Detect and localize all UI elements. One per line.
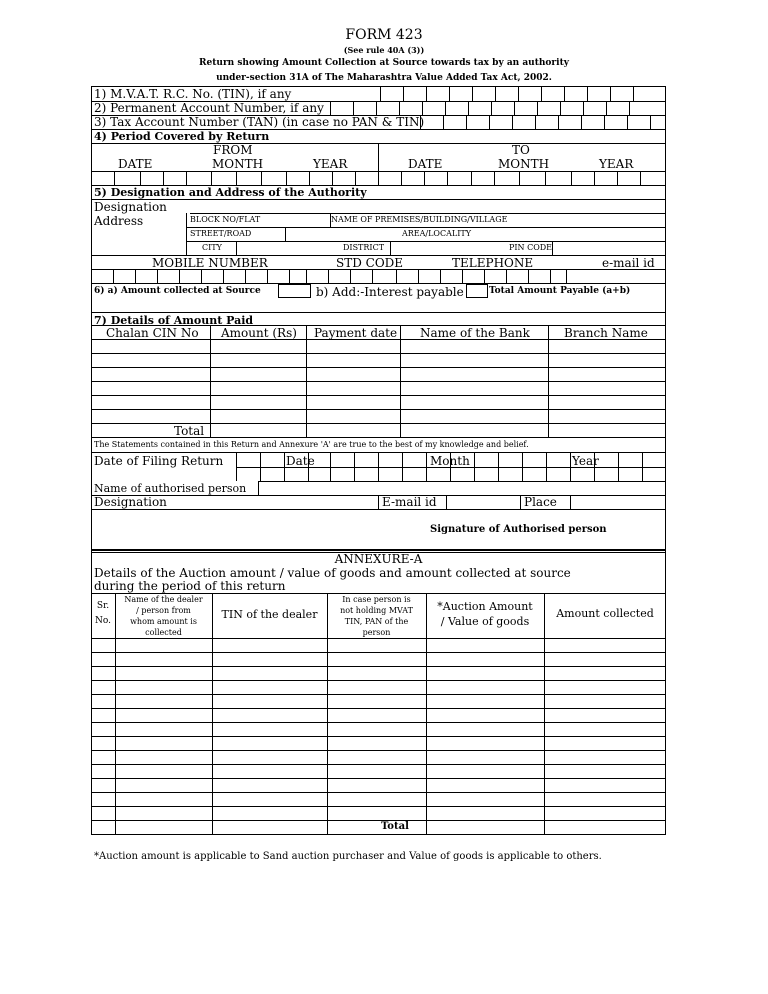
digit-cell-divider	[519, 171, 520, 185]
digit-cell-divider	[484, 269, 485, 283]
digit-cell-divider	[633, 86, 634, 101]
block-input[interactable]	[268, 213, 330, 227]
annexure-row-line	[91, 680, 666, 681]
col-sr-line2: No.	[95, 616, 111, 626]
digit-cell-divider	[380, 86, 381, 101]
col-pan-line4: person	[362, 628, 391, 637]
period-to-month-input[interactable]	[471, 171, 571, 185]
col-sr-line1: Sr.	[96, 601, 110, 611]
interest-payable-input[interactable]	[466, 284, 488, 298]
digit-cell-divider	[472, 86, 473, 101]
area-label: AREA/LOCALITY	[402, 229, 471, 238]
digit-cell-divider	[424, 171, 425, 185]
annexure-col-line	[327, 593, 328, 835]
annexure-row-line	[91, 666, 666, 667]
auth-email-input[interactable]	[446, 495, 520, 509]
digit-cell-divider	[462, 269, 463, 283]
col-dealer-line4: collected	[145, 628, 182, 637]
digit-cell-divider	[372, 269, 373, 283]
col-payment-date: Payment date	[314, 326, 398, 340]
annexure-row-line	[91, 722, 666, 723]
col-auction-line1: *Auction Amount	[437, 600, 533, 613]
col-dealer-line2: / person from	[136, 606, 191, 615]
digit-cell-divider	[245, 269, 246, 283]
digit-cell-divider	[545, 171, 546, 185]
annexure-row-line	[91, 694, 666, 695]
digit-cell-divider	[267, 269, 268, 283]
digit-cell-divider	[560, 101, 561, 115]
auth-designation-label: Designation	[94, 495, 167, 509]
digit-cell-divider	[309, 171, 310, 185]
paid-total-label: Total	[174, 424, 205, 438]
annexure-row-line	[91, 764, 666, 765]
premises-label: NAME OF PREMISES/BUILDING/VILLAGE	[331, 215, 508, 224]
mobile-label: MOBILE NUMBER	[152, 256, 268, 270]
col-tin-dealer: TIN of the dealer	[221, 608, 318, 621]
digit-cell-divider	[179, 269, 180, 283]
digit-cell-divider	[489, 115, 490, 129]
period-title: 4) Period Covered by Return	[94, 130, 270, 143]
pincode-label: PIN CODE	[509, 243, 553, 252]
auth-designation-input[interactable]	[186, 495, 378, 509]
digit-cell-divider	[163, 171, 164, 185]
annexure-row-line	[91, 820, 666, 821]
annexure-row-line	[91, 708, 666, 709]
address-label: Address	[94, 214, 144, 228]
paid-row-line	[91, 395, 666, 396]
digit-cell-divider	[466, 115, 467, 129]
paid-col-line	[306, 325, 307, 437]
mvat-tin-input[interactable]	[380, 86, 666, 101]
digit-cell-divider	[157, 269, 158, 283]
digit-cell-divider	[135, 269, 136, 283]
paid-row-line	[91, 339, 666, 340]
city-label: CITY	[202, 243, 222, 252]
annexure-col-line	[115, 593, 116, 835]
digit-cell-divider	[587, 86, 588, 101]
annexure-row-line	[91, 736, 666, 737]
col-chalan-cin: Chalan CIN No	[106, 326, 199, 340]
annexure-title: ANNEXURE-A	[334, 552, 423, 566]
digit-cell-divider	[583, 101, 584, 115]
digit-cell-divider	[617, 171, 618, 185]
digit-cell-divider	[140, 171, 141, 185]
digit-cell-divider	[401, 171, 402, 185]
block-label: BLOCK NO/FLAT	[190, 215, 261, 224]
digit-cell-divider	[426, 86, 427, 101]
digit-cell-divider	[426, 453, 427, 481]
digit-cell-divider	[376, 101, 377, 115]
tan-input[interactable]	[420, 115, 666, 129]
paid-row-line	[91, 381, 666, 382]
digit-cell-divider	[550, 269, 551, 283]
digit-cell-divider	[566, 269, 567, 283]
annexure-col-line	[544, 593, 545, 835]
annexure-row-line	[91, 792, 666, 793]
digit-cell-divider	[629, 101, 630, 115]
digit-cell-divider	[495, 86, 496, 101]
digit-cell-divider	[211, 171, 212, 185]
digit-cell-divider	[449, 86, 450, 101]
digit-cell-divider	[260, 453, 261, 481]
digit-cell-divider	[306, 269, 307, 283]
digit-cell-divider	[494, 171, 495, 185]
from-date-label: DATE	[118, 157, 153, 171]
form-title-line2: under-section 31A of The Maharashtra Value Added Tax Act, 2002.	[216, 73, 552, 83]
to-month-label: MONTH	[498, 157, 550, 171]
digit-cell-divider	[606, 101, 607, 115]
digit-cell-divider	[399, 101, 400, 115]
digit-cell-divider	[201, 269, 202, 283]
paid-row-line	[91, 409, 666, 410]
digit-cell-divider	[284, 453, 285, 481]
digit-cell-divider	[471, 171, 472, 185]
digit-cell-divider	[447, 171, 448, 185]
digit-cell-divider	[498, 453, 499, 481]
form-title-line1: Return showing Amount Collection at Source towards tax by an authority	[199, 58, 569, 68]
digit-cell-divider	[354, 453, 355, 481]
digit-cell-divider	[186, 171, 187, 185]
auth-person-name-label: Name of authorised person	[94, 482, 247, 495]
paid-row-line	[91, 353, 666, 354]
digit-cell-divider	[474, 453, 475, 481]
place-label: Place	[524, 495, 557, 509]
street-label: STREET/ROAD	[190, 229, 252, 238]
auth-person-name-input[interactable]	[258, 481, 666, 495]
digit-cell-divider	[355, 171, 356, 185]
total-payable-label: Total Amount Payable (a+b)	[489, 286, 631, 296]
digit-cell-divider	[350, 269, 351, 283]
digit-cell-divider	[610, 86, 611, 101]
footnote: *Auction amount is applicable to Sand auction purchaser and Value of goods is applicable to others.	[94, 851, 602, 862]
street-input[interactable]	[260, 227, 400, 241]
digit-cell-divider	[468, 101, 469, 115]
digit-cell-divider	[491, 101, 492, 115]
annexure-desc-line1: Details of the Auction amount / value of goods and amount collected at source	[94, 566, 571, 580]
email-label: e-mail id	[602, 256, 655, 270]
col-bank-name: Name of the Bank	[420, 326, 530, 340]
paid-row-line	[91, 325, 666, 326]
digit-cell-divider	[642, 453, 643, 481]
digit-cell-divider	[618, 453, 619, 481]
digit-cell-divider	[581, 115, 582, 129]
from-month-label: MONTH	[212, 157, 264, 171]
district-input[interactable]	[390, 241, 494, 255]
filing-date-label: Date of Filing Return	[94, 454, 224, 468]
digit-cell-divider	[522, 453, 523, 481]
mvat-label: 1) M.V.A.T. R.C. No. (TIN), if any	[94, 87, 292, 101]
digit-cell-divider	[512, 115, 513, 129]
from-year-label: YEAR	[313, 157, 348, 171]
col-amount: Amount (Rs)	[221, 326, 297, 340]
annexure-row-line	[91, 806, 666, 807]
col-dealer-line1: Name of the dealer	[124, 595, 203, 604]
digit-cell-divider	[353, 101, 354, 115]
annexure-row-line	[91, 750, 666, 751]
digit-cell-divider	[236, 171, 237, 185]
total-payable-input[interactable]	[489, 298, 639, 310]
period-from-date-input[interactable]	[91, 171, 186, 185]
authority-title: 5) Designation and Address of the Authority	[94, 186, 367, 199]
digit-cell-divider	[450, 453, 451, 481]
digit-cell-divider	[571, 171, 572, 185]
district-label: DISTRICT	[343, 243, 385, 252]
annexure-col-line	[212, 593, 213, 835]
period-to-year-input[interactable]	[571, 171, 666, 185]
filing-year-col: Year	[572, 454, 599, 468]
digit-cell-divider	[528, 269, 529, 283]
to-date-label: DATE	[408, 157, 443, 171]
filing-date-input[interactable]	[236, 467, 666, 481]
std-code-label: STD CODE	[336, 256, 404, 270]
digit-cell-divider	[564, 86, 565, 101]
paid-row-line	[91, 367, 666, 368]
authority-designation-input[interactable]	[190, 199, 666, 213]
digit-cell-divider	[627, 115, 628, 129]
to-year-label: YEAR	[599, 157, 634, 171]
tan-label: 3) Tax Account Number (TAN) (in case no PAN & TIN)	[94, 115, 425, 129]
city-input[interactable]	[236, 241, 332, 255]
area-input[interactable]	[480, 227, 666, 241]
digit-cell-divider	[330, 101, 331, 115]
period-to-label: TO	[512, 143, 530, 157]
col-amount-collected: Amount collected	[556, 607, 654, 620]
digit-cell-divider	[570, 453, 571, 481]
digit-cell-divider	[594, 453, 595, 481]
filing-date-col: Date	[286, 454, 315, 468]
digit-cell-divider	[420, 115, 421, 129]
paid-col-line	[548, 325, 549, 437]
col-pan-line1: In case person is	[342, 595, 411, 604]
digit-cell-divider	[650, 115, 651, 129]
paid-col-line	[210, 325, 211, 437]
mobile-input[interactable]	[91, 269, 306, 283]
digit-cell-divider	[537, 101, 538, 115]
digit-cell-divider	[261, 171, 262, 185]
annexure-row-line	[91, 638, 666, 639]
digit-cell-divider	[535, 115, 536, 129]
digit-cell-divider	[604, 115, 605, 129]
filing-month-col: Month	[430, 454, 470, 468]
std-code-input[interactable]	[306, 269, 396, 283]
col-dealer-line3: whom amount is	[130, 617, 197, 626]
annexure-row-line	[91, 652, 666, 653]
digit-cell-divider	[558, 115, 559, 129]
digit-cell-divider	[403, 86, 404, 101]
pan-label: 2) Permanent Account Number, if any	[94, 101, 324, 115]
col-pan-line2: not holding MVAT	[340, 606, 413, 615]
email-input[interactable]	[566, 269, 666, 283]
amount-collected-label: 6) a) Amount collected at Source	[94, 286, 261, 296]
form-number: FORM 423	[345, 27, 423, 43]
declaration-text: The Statements contained in this Return and Annexure 'A' are true to the best of my knowledge and belief.	[94, 440, 529, 449]
digit-cell-divider	[594, 171, 595, 185]
digit-cell-divider	[506, 269, 507, 283]
digit-cell-divider	[514, 101, 515, 115]
digit-cell-divider	[378, 453, 379, 481]
place-input[interactable]	[570, 495, 666, 509]
digit-cell-divider	[286, 171, 287, 185]
digit-cell-divider	[223, 269, 224, 283]
digit-cell-divider	[541, 86, 542, 101]
annexure-desc-line2: during the period of this return	[94, 579, 286, 593]
digit-cell-divider	[236, 453, 237, 481]
paid-col-line	[400, 325, 401, 437]
premises-input[interactable]	[522, 213, 666, 227]
col-auction-line2: / Value of goods	[440, 615, 530, 628]
digit-cell-divider	[422, 101, 423, 115]
rule-reference: (See rule 40A (3))	[343, 45, 425, 55]
filing-line	[236, 467, 666, 468]
digit-cell-divider	[308, 453, 309, 481]
digit-cell-divider	[640, 171, 641, 185]
annexure-row-line	[91, 778, 666, 779]
digit-cell-divider	[114, 171, 115, 185]
auth-email-label: E-mail id	[382, 495, 437, 509]
digit-cell-divider	[402, 453, 403, 481]
digit-cell-divider	[443, 115, 444, 129]
digit-cell-divider	[440, 269, 441, 283]
digit-cell-divider	[330, 453, 331, 481]
amount-collected-input[interactable]	[278, 284, 311, 298]
telephone-input[interactable]	[396, 269, 566, 283]
signature-label: Signature of Authorised person	[430, 524, 607, 535]
period-from-label: FROM	[213, 143, 253, 157]
digit-cell-divider	[289, 269, 290, 283]
amount-paid-title: 7) Details of Amount Paid	[94, 314, 254, 327]
pan-input[interactable]	[330, 101, 666, 115]
annexure-total-label: Total	[381, 821, 409, 832]
digit-cell-divider	[518, 86, 519, 101]
col-pan-line3: TIN, PAN of the	[344, 617, 409, 626]
annexure-row-line	[91, 834, 666, 835]
col-branch-name: Branch Name	[564, 326, 648, 340]
annexure-col-line	[426, 593, 427, 835]
digit-cell-divider	[546, 453, 547, 481]
interest-payable-label: b) Add:-Interest payable	[316, 285, 464, 299]
digit-cell-divider	[445, 101, 446, 115]
digit-cell-divider	[418, 269, 419, 283]
digit-cell-divider	[396, 269, 397, 283]
digit-cell-divider	[332, 171, 333, 185]
digit-cell-divider	[113, 269, 114, 283]
pincode-input[interactable]	[552, 241, 666, 255]
designation-label: Designation	[94, 200, 167, 214]
digit-cell-divider	[328, 269, 329, 283]
telephone-label: TELEPHONE	[452, 256, 534, 270]
